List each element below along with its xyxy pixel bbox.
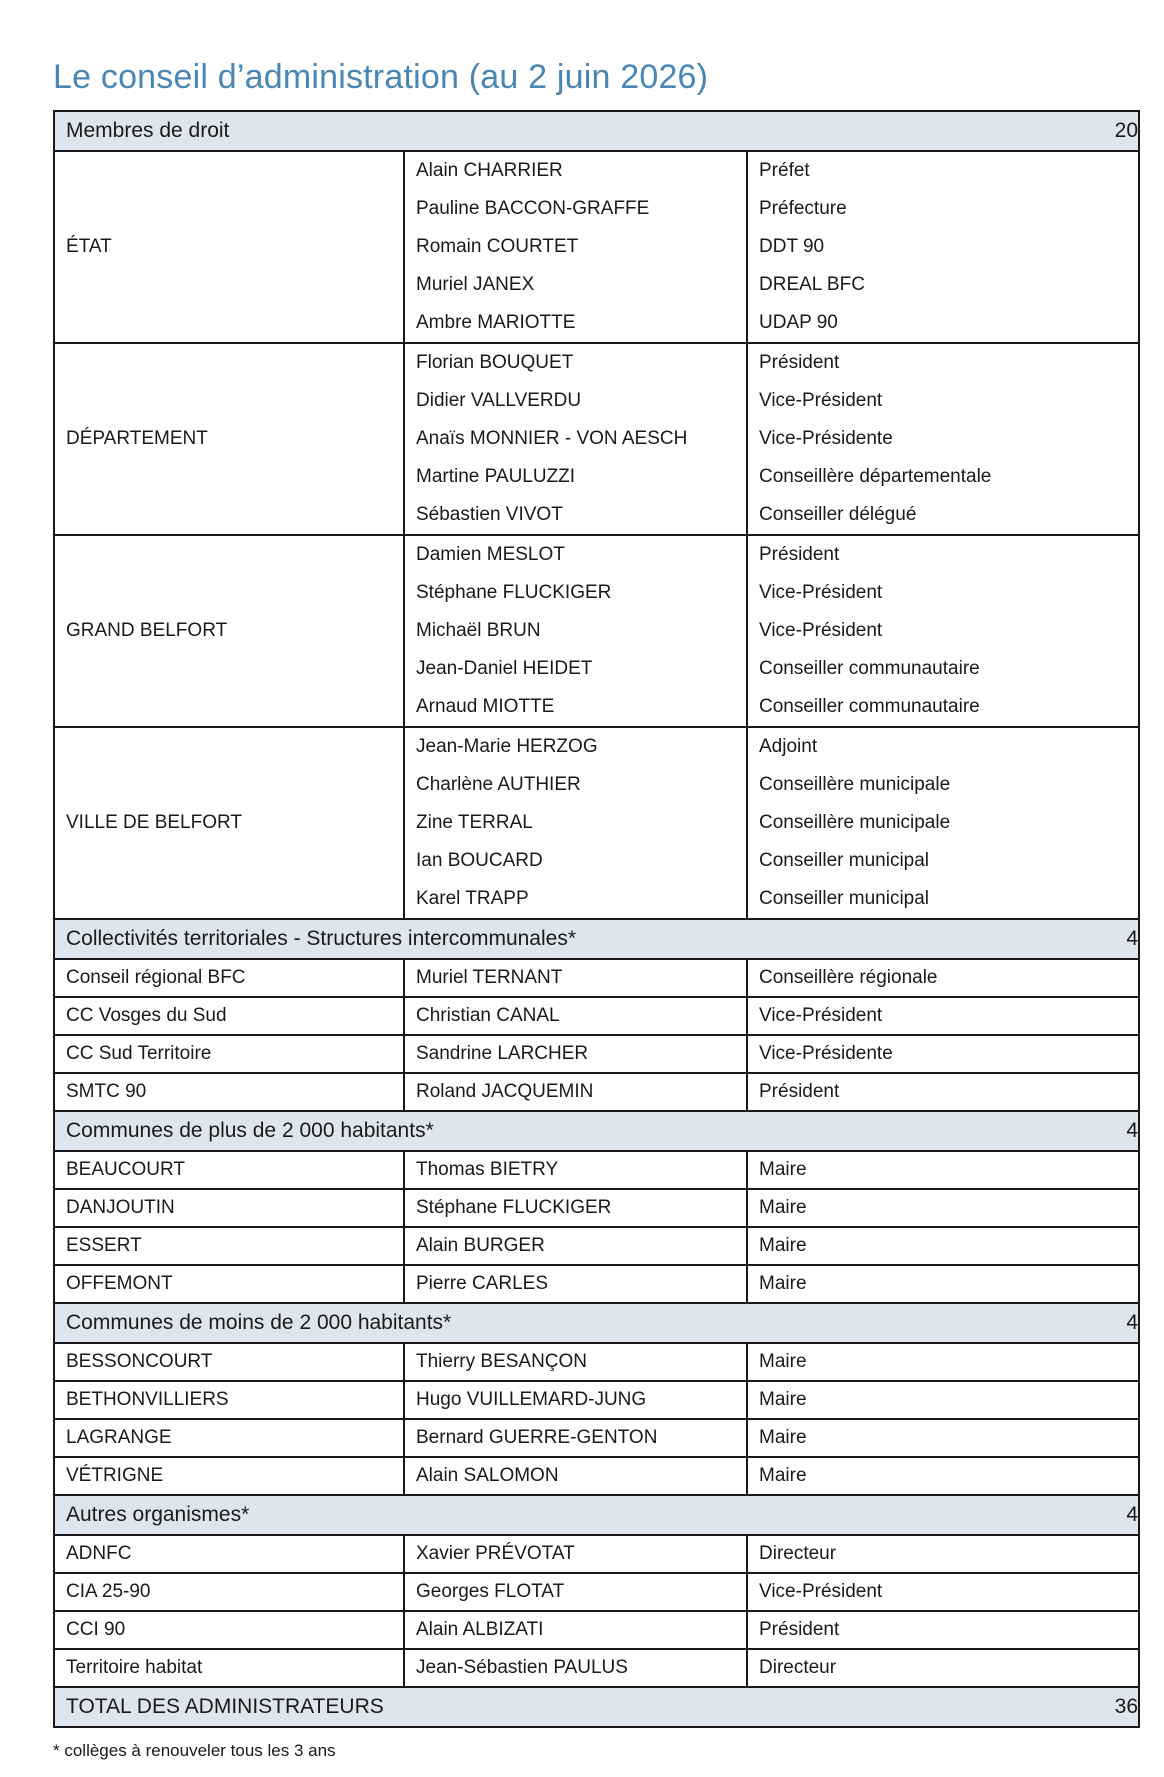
- member-name-cell: Charlène AUTHIER: [404, 766, 747, 804]
- member-role-cell: Conseillère départementale: [747, 458, 1139, 496]
- organization-cell: ADNFC: [54, 1535, 404, 1573]
- table-row: [54, 1073, 1139, 1111]
- member-role-cell: Conseiller délégué: [747, 496, 1139, 535]
- member-role-cell: Maire: [747, 1419, 1139, 1457]
- table-row: [54, 1381, 1139, 1419]
- member-role-cell: Conseiller communautaire: [747, 688, 1139, 727]
- section-header: [54, 919, 1139, 959]
- member-name-cell: Sébastien VIVOT: [404, 496, 747, 535]
- member-name-cell: Hugo VUILLEMARD-JUNG: [404, 1381, 747, 1419]
- member-name-cell: Pierre CARLES: [404, 1265, 747, 1303]
- table-row: [54, 727, 1139, 766]
- table-row: [54, 151, 1139, 190]
- table-row: [54, 535, 1139, 574]
- member-name-cell: Stéphane FLUCKIGER: [404, 1189, 747, 1227]
- table-row: [54, 1189, 1139, 1227]
- page-title: Le conseil d’administration (au 2 juin 2026): [53, 58, 709, 96]
- section-label: Collectivités territoriales - Structures intercommunales*: [54, 919, 747, 959]
- organization-cell: SMTC 90: [54, 1073, 404, 1111]
- member-role-cell: Maire: [747, 1151, 1139, 1189]
- member-role-cell: Vice-Présidente: [747, 1035, 1139, 1073]
- organization-cell: CIA 25-90: [54, 1573, 404, 1611]
- member-name-cell: Jean-Sébastien PAULUS: [404, 1649, 747, 1687]
- member-role-cell: Président: [747, 1073, 1139, 1111]
- member-name-cell: Anaïs MONNIER - VON AESCH: [404, 420, 747, 458]
- member-role-cell: Directeur: [747, 1535, 1139, 1573]
- organization-cell: Territoire habitat: [54, 1649, 404, 1687]
- member-role-cell: Préfecture: [747, 190, 1139, 228]
- member-name-cell: Karel TRAPP: [404, 880, 747, 919]
- member-role-cell: DREAL BFC: [747, 266, 1139, 304]
- member-name-cell: Alain CHARRIER: [404, 151, 747, 190]
- group-name-cell: ÉTAT: [54, 151, 404, 343]
- table-row: [54, 1151, 1139, 1189]
- group-name-cell: VILLE DE BELFORT: [54, 727, 404, 919]
- member-role-cell: Maire: [747, 1343, 1139, 1381]
- table-row: [54, 1649, 1139, 1687]
- section-header: [54, 1495, 1139, 1535]
- member-name-cell: Ambre MARIOTTE: [404, 304, 747, 343]
- member-name-cell: Sandrine LARCHER: [404, 1035, 747, 1073]
- member-name-cell: Roland JACQUEMIN: [404, 1073, 747, 1111]
- group-name-cell: DÉPARTEMENT: [54, 343, 404, 535]
- table-row: [54, 1611, 1139, 1649]
- table-row: [54, 343, 1139, 382]
- organization-cell: BEAUCOURT: [54, 1151, 404, 1189]
- board-table: [53, 110, 1140, 1728]
- footnote: * collèges à renouveler tous les 3 ans: [53, 1741, 336, 1760]
- member-role-cell: UDAP 90: [747, 304, 1139, 343]
- member-role-cell: Maire: [747, 1227, 1139, 1265]
- table-row: [54, 1457, 1139, 1495]
- member-role-cell: Maire: [747, 1265, 1139, 1303]
- member-role-cell: Conseiller municipal: [747, 842, 1139, 880]
- section-count: 4: [747, 919, 1139, 959]
- table-row: [54, 1573, 1139, 1611]
- organization-cell: ESSERT: [54, 1227, 404, 1265]
- organization-cell: CC Sud Territoire: [54, 1035, 404, 1073]
- member-name-cell: Muriel TERNANT: [404, 959, 747, 997]
- member-name-cell: Alain ALBIZATI: [404, 1611, 747, 1649]
- member-name-cell: Bernard GUERRE-GENTON: [404, 1419, 747, 1457]
- member-role-cell: Maire: [747, 1381, 1139, 1419]
- section-count: 4: [747, 1303, 1139, 1343]
- table-row: [54, 1035, 1139, 1073]
- section-count: 36: [747, 1687, 1139, 1727]
- section-count: 4: [747, 1111, 1139, 1151]
- member-name-cell: Thierry BESANÇON: [404, 1343, 747, 1381]
- member-role-cell: Directeur: [747, 1649, 1139, 1687]
- member-role-cell: Président: [747, 535, 1139, 574]
- member-name-cell: Xavier PRÉVOTAT: [404, 1535, 747, 1573]
- member-name-cell: Jean-Marie HERZOG: [404, 727, 747, 766]
- member-name-cell: Alain BURGER: [404, 1227, 747, 1265]
- member-role-cell: Préfet: [747, 151, 1139, 190]
- table-row: [54, 1227, 1139, 1265]
- table-row: [54, 1535, 1139, 1573]
- member-name-cell: Martine PAULUZZI: [404, 458, 747, 496]
- section-count: 4: [747, 1495, 1139, 1535]
- member-role-cell: Vice-Présidente: [747, 420, 1139, 458]
- organization-cell: CC Vosges du Sud: [54, 997, 404, 1035]
- section-label: Communes de moins de 2 000 habitants*: [54, 1303, 747, 1343]
- member-name-cell: Arnaud MIOTTE: [404, 688, 747, 727]
- member-role-cell: Conseiller communautaire: [747, 650, 1139, 688]
- member-role-cell: Conseillère municipale: [747, 766, 1139, 804]
- member-role-cell: Maire: [747, 1457, 1139, 1495]
- section-label: Communes de plus de 2 000 habitants*: [54, 1111, 747, 1151]
- section-label: Autres organismes*: [54, 1495, 747, 1535]
- table-row: [54, 959, 1139, 997]
- member-name-cell: Florian BOUQUET: [404, 343, 747, 382]
- member-name-cell: Pauline BACCON-GRAFFE: [404, 190, 747, 228]
- table-row: [54, 997, 1139, 1035]
- member-name-cell: Alain SALOMON: [404, 1457, 747, 1495]
- member-name-cell: Didier VALLVERDU: [404, 382, 747, 420]
- member-name-cell: Georges FLOTAT: [404, 1573, 747, 1611]
- member-role-cell: DDT 90: [747, 228, 1139, 266]
- section-count: 20: [747, 111, 1139, 151]
- board-table-body: [54, 111, 1139, 1727]
- organization-cell: Conseil régional BFC: [54, 959, 404, 997]
- table-row: [54, 1265, 1139, 1303]
- member-role-cell: Conseillère municipale: [747, 804, 1139, 842]
- member-role-cell: Vice-Président: [747, 574, 1139, 612]
- organization-cell: CCI 90: [54, 1611, 404, 1649]
- table-row: [54, 1419, 1139, 1457]
- organization-cell: VÉTRIGNE: [54, 1457, 404, 1495]
- group-name-cell: GRAND BELFORT: [54, 535, 404, 727]
- member-role-cell: Vice-Président: [747, 1573, 1139, 1611]
- table-row: [54, 1343, 1139, 1381]
- section-header: [54, 1687, 1139, 1727]
- member-name-cell: Christian CANAL: [404, 997, 747, 1035]
- organization-cell: BESSONCOURT: [54, 1343, 404, 1381]
- organization-cell: LAGRANGE: [54, 1419, 404, 1457]
- section-label: TOTAL DES ADMINISTRATEURS: [54, 1687, 747, 1727]
- member-name-cell: Ian BOUCARD: [404, 842, 747, 880]
- member-role-cell: Président: [747, 1611, 1139, 1649]
- organization-cell: DANJOUTIN: [54, 1189, 404, 1227]
- member-name-cell: Thomas BIETRY: [404, 1151, 747, 1189]
- member-role-cell: Adjoint: [747, 727, 1139, 766]
- member-role-cell: Vice-Président: [747, 382, 1139, 420]
- member-name-cell: Jean-Daniel HEIDET: [404, 650, 747, 688]
- member-role-cell: Président: [747, 343, 1139, 382]
- member-role-cell: Conseillère régionale: [747, 959, 1139, 997]
- member-name-cell: Stéphane FLUCKIGER: [404, 574, 747, 612]
- section-header: [54, 1111, 1139, 1151]
- member-role-cell: Conseiller municipal: [747, 880, 1139, 919]
- organization-cell: OFFEMONT: [54, 1265, 404, 1303]
- member-name-cell: Romain COURTET: [404, 228, 747, 266]
- member-role-cell: Maire: [747, 1189, 1139, 1227]
- section-header: [54, 111, 1139, 151]
- member-name-cell: Michaël BRUN: [404, 612, 747, 650]
- member-role-cell: Vice-Président: [747, 612, 1139, 650]
- member-name-cell: Zine TERRAL: [404, 804, 747, 842]
- organization-cell: BETHONVILLIERS: [54, 1381, 404, 1419]
- section-label: Membres de droit: [54, 111, 747, 151]
- member-name-cell: Muriel JANEX: [404, 266, 747, 304]
- member-name-cell: Damien MESLOT: [404, 535, 747, 574]
- section-header: [54, 1303, 1139, 1343]
- member-role-cell: Vice-Président: [747, 997, 1139, 1035]
